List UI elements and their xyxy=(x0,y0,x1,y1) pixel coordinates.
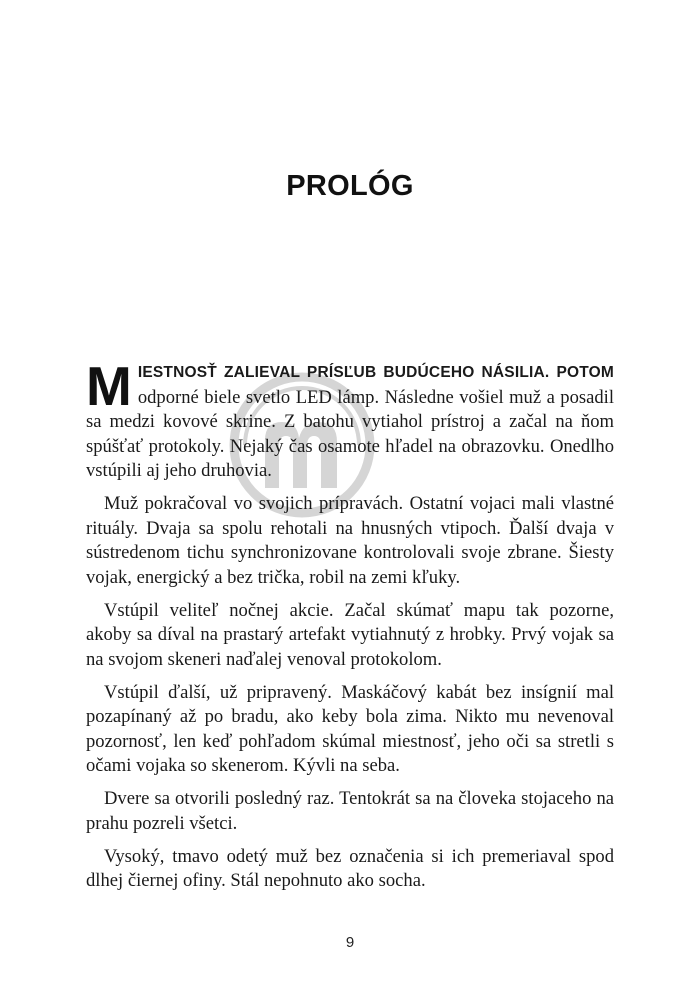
paragraph-6: Vysoký, tmavo odetý muž bez označenia si ich premeriaval spod dlhej čiernej ofiny. Stál nepohnuto ako socha. xyxy=(86,845,614,891)
paragraph-3: Vstúpil veliteľ nočnej akcie. Začal skúmať mapu tak pozorne, akoby sa díval na prastarý artefakt vytiahnutý z hrobky. Prvý vojak sa na svojom skeneri naďalej venoval protokolom. xyxy=(86,599,614,670)
opening-caps: IESTNOSŤ ZALIEVAL PRÍSĽUB BUDÚCEHO NÁSILIA. POTOM xyxy=(137,364,614,381)
paragraph-5: Dvere sa otvorili posledný raz. Tentokrát sa na človeka stojaceho na prahu pozreli všetci. xyxy=(86,788,614,834)
page-number: 9 xyxy=(345,934,355,951)
paragraph-4: Vstúpil ďalší, už pripravený. Maskáčový kabát bez insígnií mal pozapínaný až po bradu, ako keby bola zima. Nikto mu nevenoval pozornosť, len keď pohľadom skúmal miestnosť, jeho oči sa stretli s očami vojaka so skenerom. Kývli na seba. xyxy=(86,681,614,776)
paragraph-1-text: odporné biele svetlo LED lámp. Následne vošiel muž a posadil sa medzi kovové skrine. Z batohu vytiahol prístroj a začal na ňom spúšťať protokoly. Nejaký čas osamote hľadel na obrazovku. Onedlho vstúpili aj jeho druhovia. xyxy=(86,386,614,481)
drop-cap: M xyxy=(86,355,132,417)
paragraph-1 xyxy=(86,355,614,484)
paragraph-2: Muž pokračoval vo svojich prípravách. Ostatní vojaci mali vlastné rituály. Dvaja sa spolu rehotali na hnusných vtipoch. Ďalší dvaja v sústredenom tichu synchronizovane kontrolovali svoje zbrane. Šiesty vojak, energický a bez trička, robil na zemi kľuky. xyxy=(86,493,614,588)
chapter-title: PROLÓG xyxy=(286,170,414,202)
prologue-text xyxy=(86,355,614,902)
